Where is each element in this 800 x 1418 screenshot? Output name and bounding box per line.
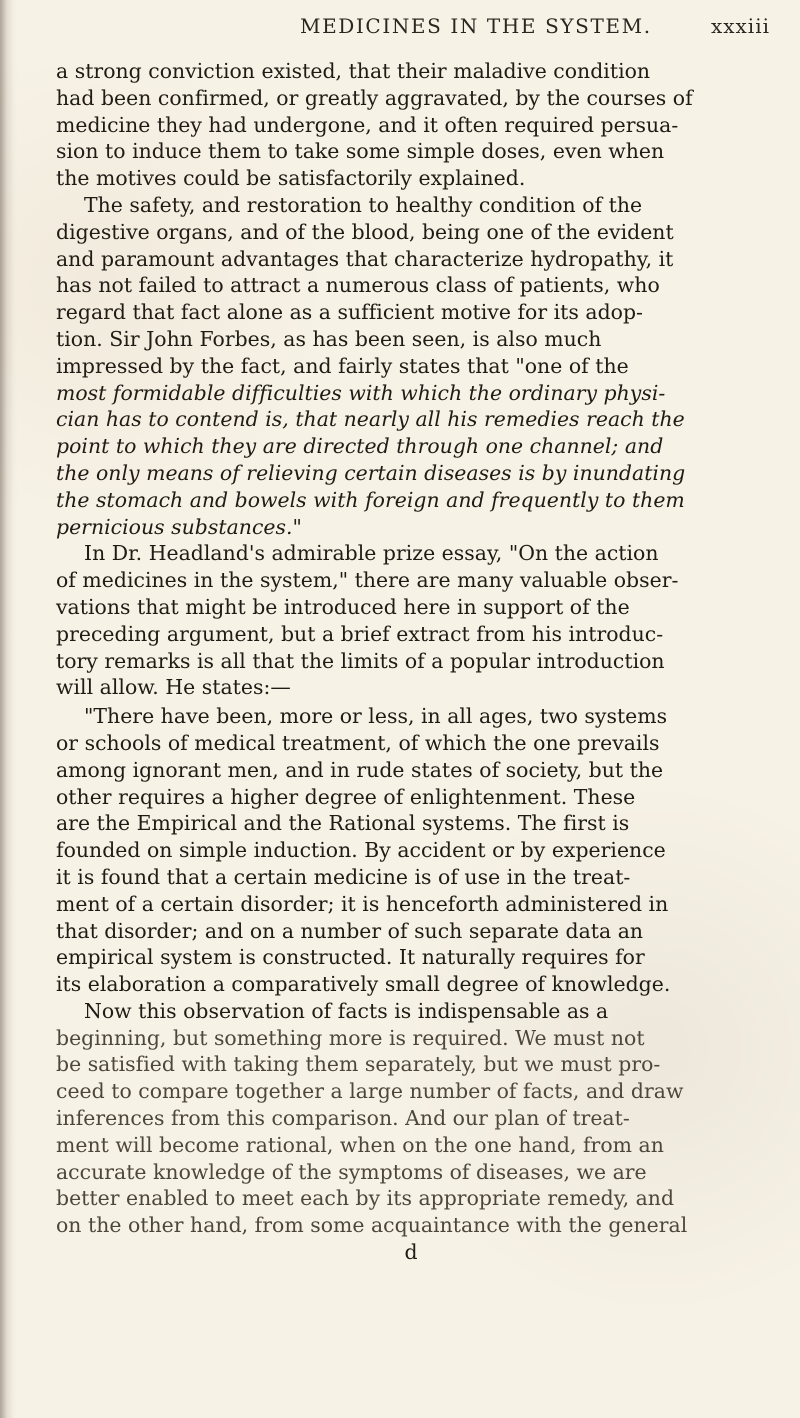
quoted-text-line: accurate knowledge of the symptoms of diseases, we are [56, 1159, 647, 1184]
text-line: tion. Sir John Forbes, as has been seen, is also much [56, 326, 602, 351]
quoted-text-line: on the other hand, from some acquaintance with the general [56, 1213, 688, 1238]
paragraph-start-line: In Dr. Headland's admirable prize essay, "On the action [84, 541, 659, 566]
quoted-text-line: or schools of medical treatment, of which the one prevails [56, 730, 660, 755]
quoted-text-line: empirical system is constructed. It naturally requires for [56, 945, 645, 970]
text-line: the motives could be satisfactorily explained. [56, 166, 526, 191]
quoted-paragraph-line: Now this observation of facts is indispensable as a [84, 998, 609, 1023]
text-line: sion to induce them to take some simple doses, even when [56, 139, 665, 164]
running-title: MEDICINES IN THE SYSTEM. [300, 14, 652, 38]
text-line: a strong conviction existed, that their maladive condition [56, 59, 651, 83]
quoted-text-line: other requires a higher degree of enlightenment. These [56, 784, 636, 809]
text-line: impressed by the fact, and fairly states that "one of the [56, 353, 629, 378]
catchword: d [404, 1240, 418, 1265]
quoted-text-line: be satisfied with taking them separately, but we must pro- [56, 1052, 661, 1077]
quoted-text-line: among ignorant men, and in rude states of society, but the [56, 757, 664, 782]
quoted-paragraph-start-line: "There have been, more or less, in all ages, two systems [84, 704, 668, 729]
quoted-text-line: ment of a certain disorder; it is henceforth administered in [56, 891, 669, 916]
text-line: regard that fact alone as a sufficient motive for its adop- [56, 300, 643, 325]
page-number: xxxiii [710, 14, 770, 38]
quoted-text-line: are the Empirical and the Rational systems. The first is [56, 811, 630, 836]
quoted-text-line: that disorder; and on a number of such separate data an [56, 918, 644, 943]
italic-quote-line: pernicious substances." [56, 514, 302, 539]
quoted-text-line: ceed to compare together a large number of facts, and draw [56, 1079, 684, 1104]
text-line: preceding argument, but a brief extract from his introduc- [56, 621, 664, 646]
paragraph-start-line: The safety, and restoration to healthy condition of the [84, 192, 643, 217]
body-text [56, 58, 766, 1266]
text-line: tory remarks is all that the limits of a popular introduction [56, 648, 665, 673]
text-line: vations that might be introduced here in support of the [56, 594, 630, 619]
text-line: will allow. He states:— [56, 675, 291, 700]
text-line: had been confirmed, or greatly aggravated, by the courses of [56, 85, 693, 110]
italic-quote-line: the only means of relieving certain diseases is by inundating [56, 460, 686, 485]
text-line: and paramount advantages that characterize hydropathy, it [56, 246, 674, 271]
text-line: digestive organs, and of the blood, being one of the evident [56, 219, 674, 244]
italic-quote-line: point to which they are directed through one channel; and [56, 434, 664, 459]
quoted-text-line: better enabled to meet each by its appropriate remedy, and [56, 1186, 675, 1211]
quoted-text-line: ment will become rational, when on the one hand, from an [56, 1132, 664, 1157]
quoted-text-line: inferences from this comparison. And our plan of treat- [56, 1106, 630, 1131]
quoted-text-line: it is found that a certain medicine is of use in the treat- [56, 864, 631, 889]
quoted-text-line: founded on simple induction. By accident or by experience [56, 838, 666, 863]
text-line: medicine they had undergone, and it often required persua- [56, 112, 679, 137]
italic-quote-line: most formidable difficulties with which the ordinary physi- [56, 380, 666, 405]
text-line: of medicines in the system," there are many valuable obser- [56, 568, 679, 593]
page-header [0, 14, 800, 44]
italic-quote-line: the stomach and bowels with foreign and frequently to them [56, 487, 685, 512]
italic-quote-line: cian has to contend is, that nearly all his remedies reach the [56, 407, 685, 432]
text-line: has not failed to attract a numerous class of patients, who [56, 273, 660, 298]
quoted-text-line: its elaboration a comparatively small degree of knowledge. [56, 972, 671, 997]
quoted-text-line: beginning, but something more is required. We must not [56, 1025, 645, 1050]
page-binding-shadow [0, 0, 14, 1418]
